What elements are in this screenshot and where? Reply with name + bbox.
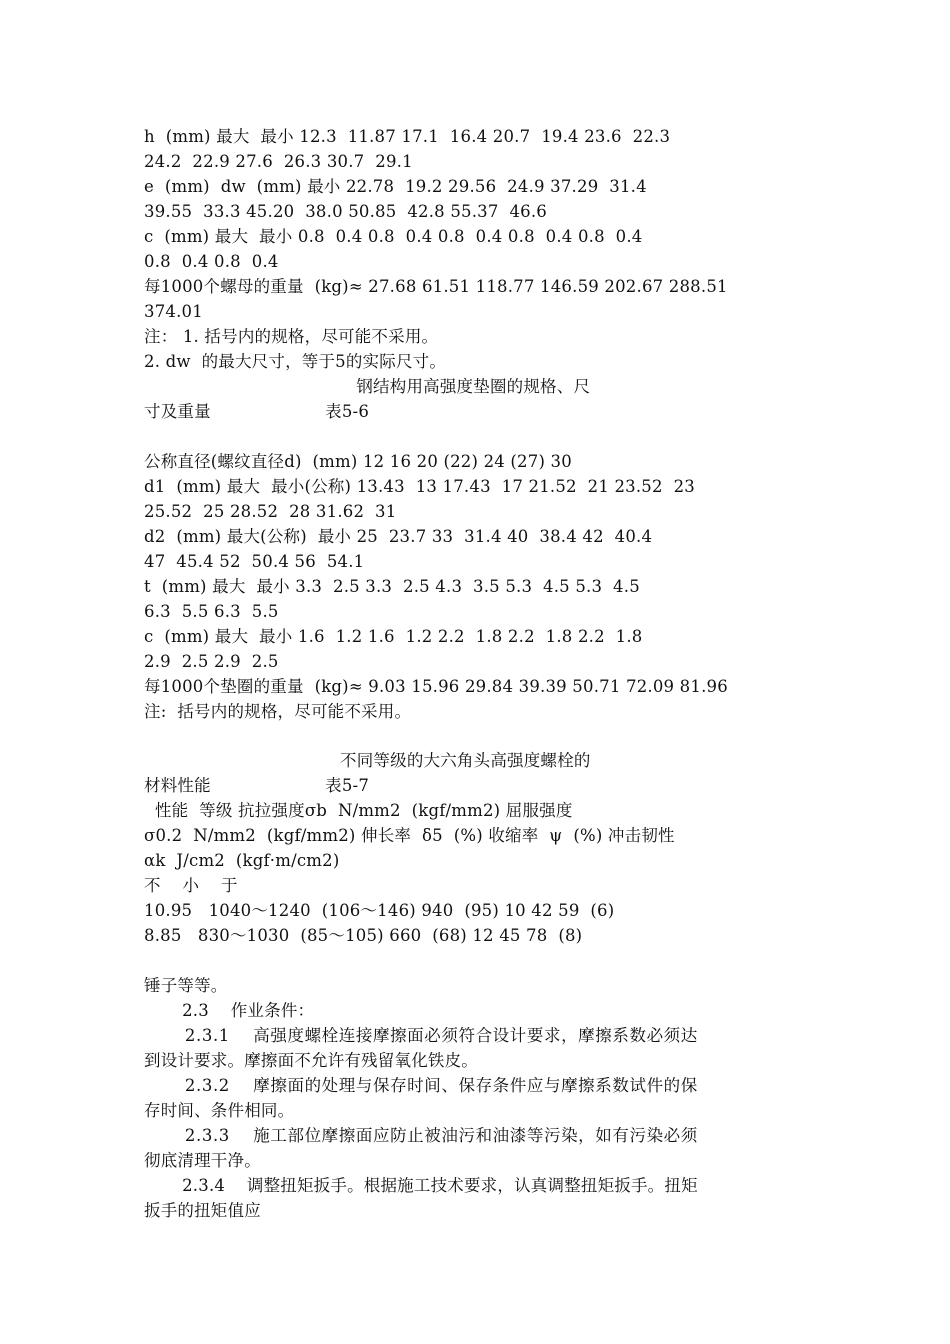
text-line: 374.01 [144, 302, 203, 321]
table-caption-line: 钢结构用高强度垫圈的规格、尺 [144, 377, 591, 396]
text-line: 性能 等级 抗拉强度σb N/mm2 (kgf/mm2) 屈服强度 [144, 801, 573, 820]
text-line: d1 (mm) 最大 最小(公称) 13.43 13 17.43 17 21.52 21 23.52 23 [144, 477, 695, 496]
paragraph-line: 彻底清理干净。 [144, 1151, 261, 1170]
paragraph-line: 2.3.4 调整扭矩扳手。根据施工技术要求，认真调整扭矩扳手。扭矩 [144, 1176, 698, 1195]
text-line: 24.2 22.9 27.6 26.3 30.7 29.1 [144, 152, 413, 171]
text-line: 8.85 830～1030 (85～105) 660 (68) 12 45 78 (8) [144, 926, 583, 945]
text-line: σ0.2 N/mm2 (kgf/mm2) 伸长率 δ5 (%) 收缩率 ψ (%) 冲击韧性 [144, 826, 675, 845]
table-caption-line: 寸及重量 表5-6 [144, 402, 370, 421]
text-line: 每1000个螺母的重量 (kg)≈ 27.68 61.51 118.77 146.59 202.67 288.51 [144, 277, 728, 296]
text-line: 公称直径(螺纹直径d) (mm) 12 16 20 (22) 24 (27) 30 [144, 452, 572, 471]
paragraph-line: 扳手的扭矩值应 [144, 1201, 261, 1220]
paragraph-line: 2.3.3 施工部位摩擦面应防止被油污和油漆等污染，如有污染必须 [144, 1126, 698, 1145]
text-line: 每1000个垫圈的重量 (kg)≈ 9.03 15.96 29.84 39.39 50.71 72.09 81.96 [144, 677, 728, 696]
text-line: 39.55 33.3 45.20 38.0 50.85 42.8 55.37 46.6 [144, 202, 547, 221]
note-line: 2. dw 的最大尺寸，等于5的实际尺寸。 [144, 352, 447, 371]
text-line: 不 小 于 [144, 876, 238, 895]
text-line: 锤子等等。 [144, 976, 228, 995]
paragraph-line: 2.3.1 高强度螺栓连接摩擦面必须符合设计要求，摩擦系数必须达 [144, 1026, 698, 1045]
text-line: 2.9 2.5 2.9 2.5 [144, 652, 279, 671]
text-line: t (mm) 最大 最小 3.3 2.5 3.3 2.5 4.3 3.5 5.3 4.5 5.3 4.5 [144, 577, 640, 596]
table-caption-line: 材料性能 表5-7 [144, 776, 370, 795]
text-line: e (mm) dw (mm) 最小 22.78 19.2 29.56 24.9 37.29 31.4 [144, 177, 647, 196]
table-caption-line: 不同等级的大六角头高强度螺栓的 [144, 751, 591, 770]
text-line: 0.8 0.4 0.8 0.4 [144, 252, 279, 271]
paragraph-line: 存时间、条件相同。 [144, 1101, 295, 1120]
text-line: c (mm) 最大 最小 1.6 1.2 1.6 1.2 2.2 1.8 2.2 1.8 2.2 1.8 [144, 627, 643, 646]
text-line: 25.52 25 28.52 28 31.62 31 [144, 502, 397, 521]
section-heading: 2.3 作业条件： [144, 1001, 315, 1020]
paragraph-line: 2.3.2 摩擦面的处理与保存时间、保存条件应与摩擦系数试件的保 [144, 1076, 698, 1095]
text-line: 10.95 1040～1240 (106～146) 940 (95) 10 42 59 (6) [144, 901, 615, 920]
note-line: 注: 括号内的规格，尽可能不采用。 [144, 702, 412, 721]
paragraph-line: 到设计要求。摩擦面不允许有残留氧化铁皮。 [144, 1051, 478, 1070]
note-line: 注： 1. 括号内的规格，尽可能不采用。 [144, 327, 439, 346]
text-line: 6.3 5.5 6.3 5.5 [144, 602, 279, 621]
text-line: d2 (mm) 最大(公称) 最小 25 23.7 33 31.4 40 38.4 42 40.4 [144, 527, 653, 546]
text-line: αk J/cm2 (kgf·m/cm2) [144, 851, 340, 870]
text-line: 47 45.4 52 50.4 56 54.1 [144, 552, 365, 571]
text-line: h (mm) 最大 最小 12.3 11.87 17.1 16.4 20.7 19.4 23.6 22.3 [144, 127, 671, 146]
text-line: c (mm) 最大 最小 0.8 0.4 0.8 0.4 0.8 0.4 0.8 0.4 0.8 0.4 [144, 227, 643, 246]
